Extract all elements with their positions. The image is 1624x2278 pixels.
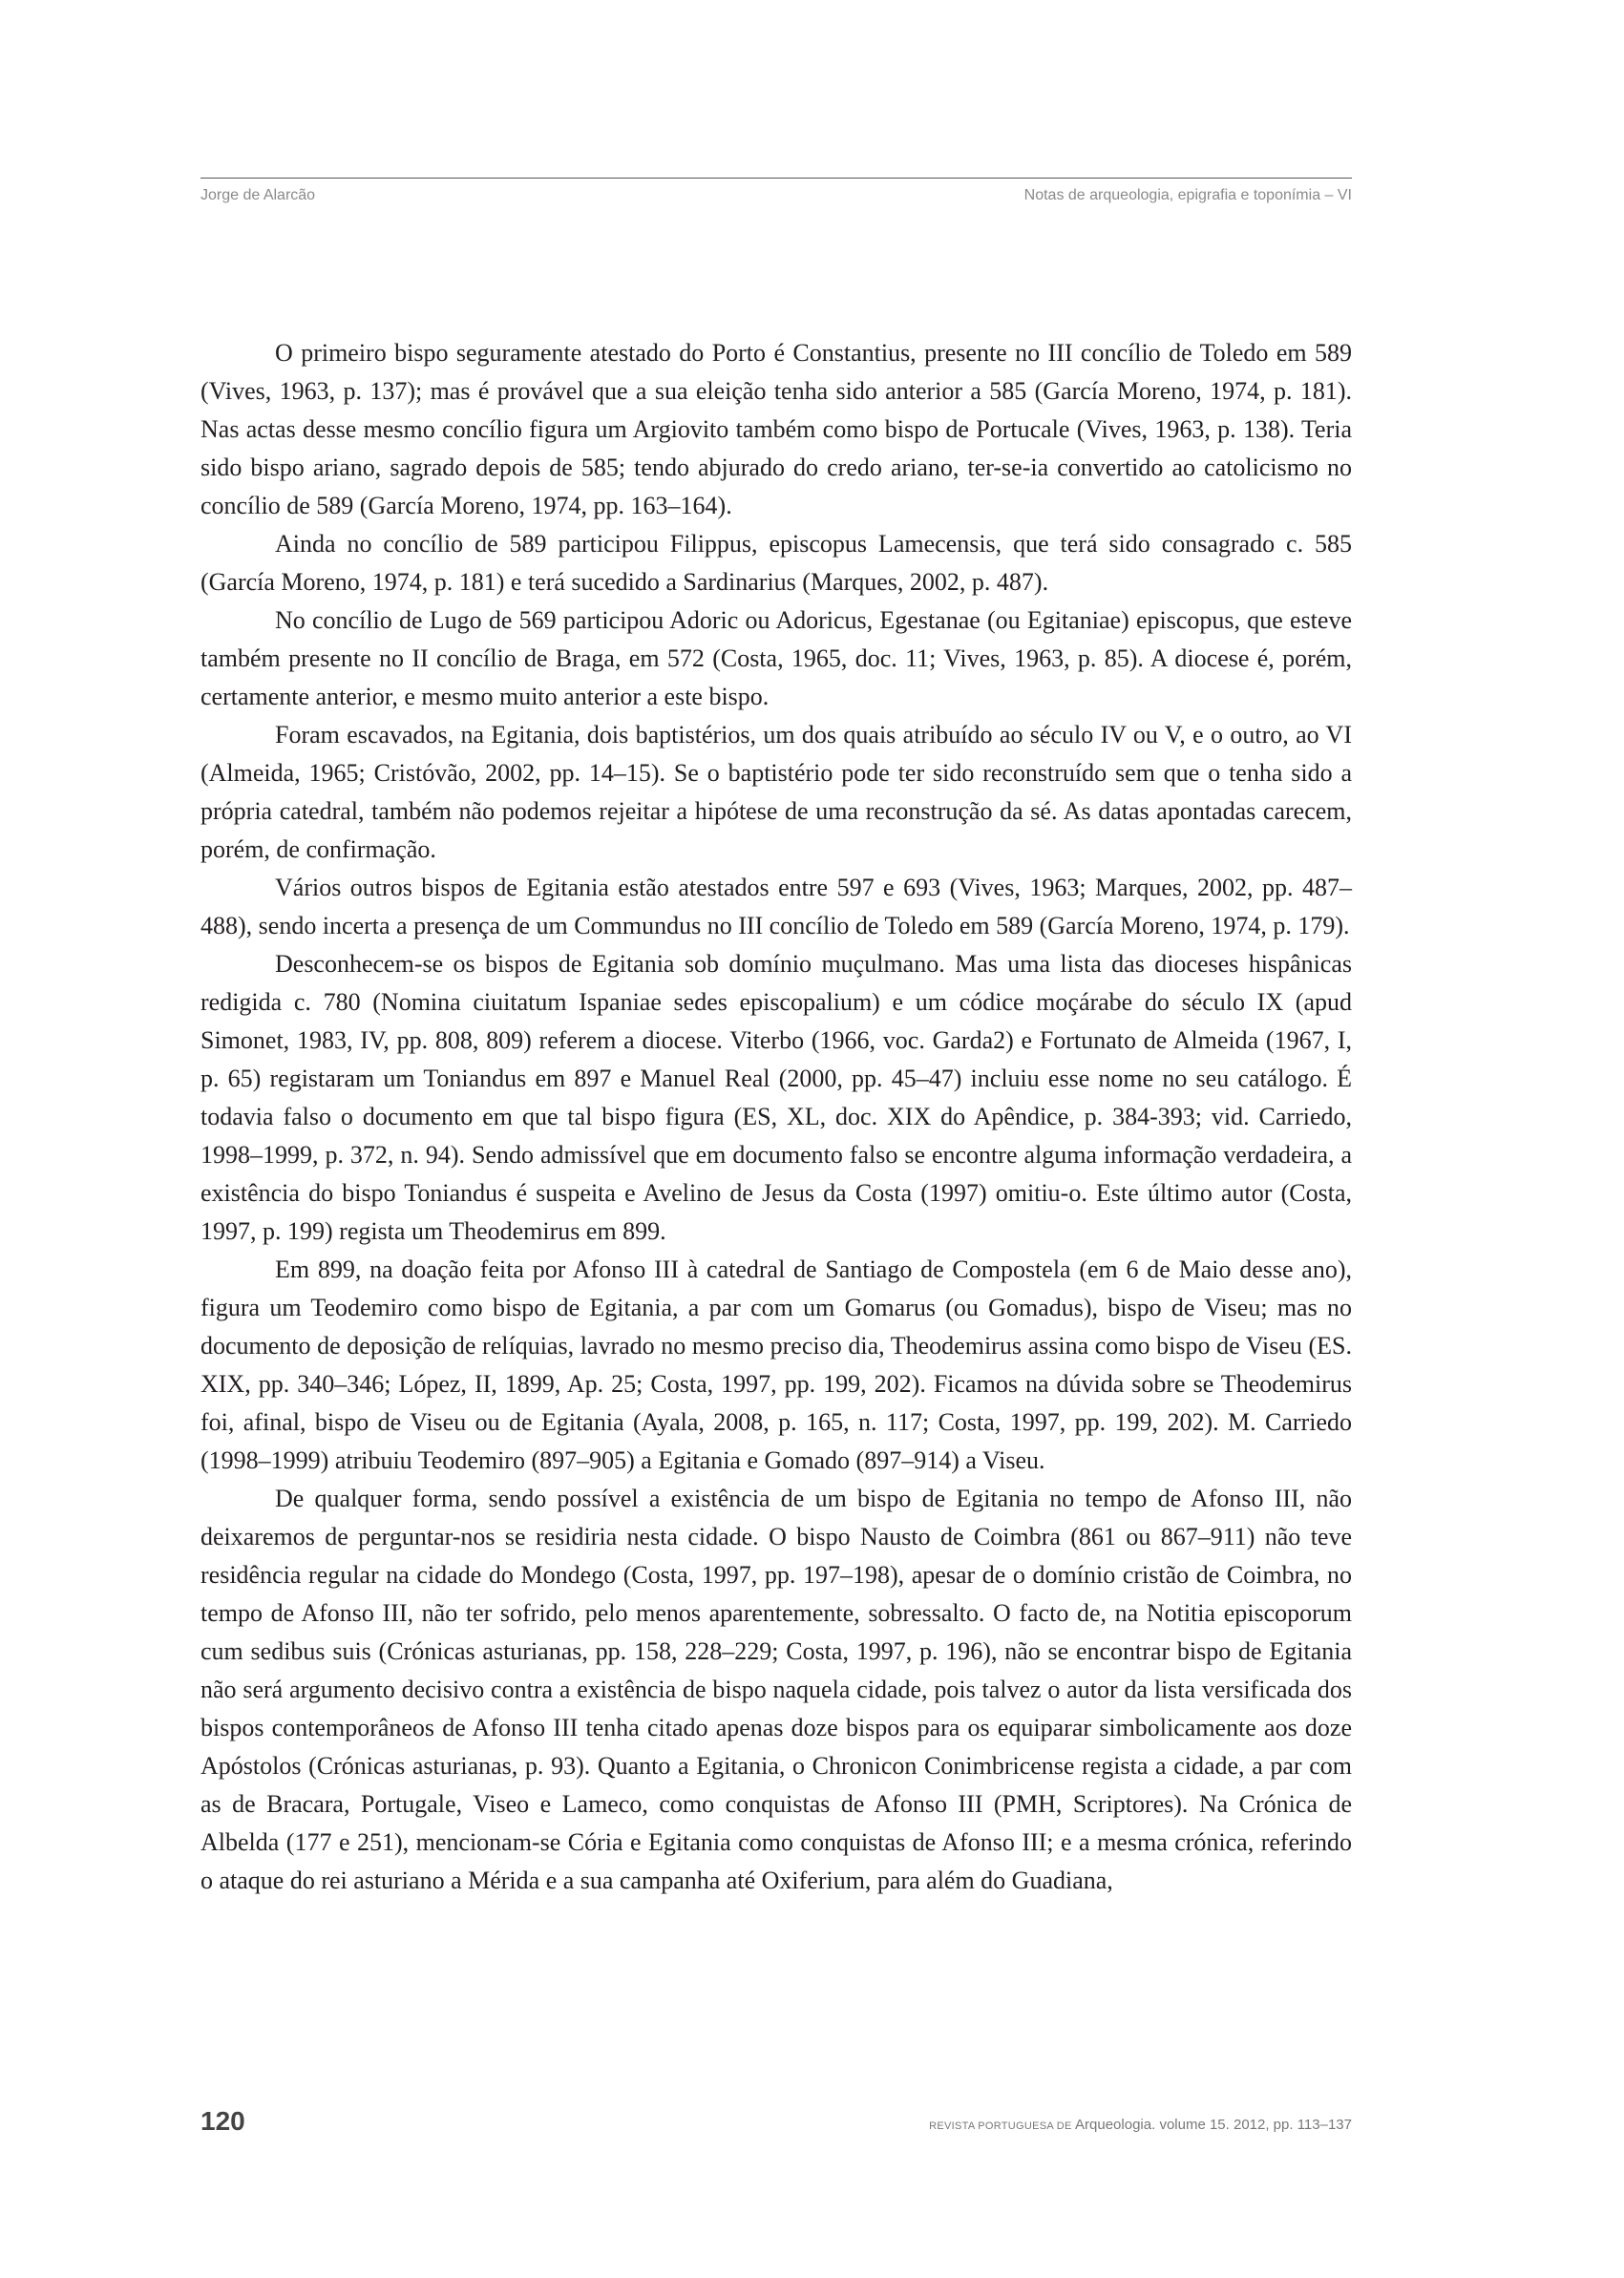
- paragraph: De qualquer forma, sendo possível a existência de um bispo de Egitania no tempo de Afonso III, não deixaremos de perguntar-nos se residiria nesta cidade. O bispo Nausto de Coimbra (861 ou 867–911) não teve residência regular na cidade do Mondego (Costa, 1997, pp. 197–198), apesar de o domínio cristão de Coimbra, no tempo de Afonso III, não ter sofrido, pelo menos aparentemente, sobressalto. O facto de, na Notitia episcoporum cum sedibus suis (Crónicas asturianas, pp. 158, 228–229; Costa, 1997, p. 196), não se encontrar bispo de Egitania não será argumento decisivo contra a existência de bispo naquela cidade, pois talvez o autor da lista versificada dos bispos contemporâneos de Afonso III tenha citado apenas doze bispos para os equiparar simbolicamente aos doze Apóstolos (Crónicas asturianas, p. 93). Quanto a Egitania, o Chronicon Conimbricense regista a cidade, a par com as de Bracara, Portugale, Viseo e Lameco, como conquistas de Afonso III (PMH, Scriptores). Na Crónica de Albelda (177 e 251), mencionam-se Cória e Egitania como conquistas de Afonso III; e a mesma crónica, referindo o ataque do rei asturiano a Mérida e a sua campanha até Oxiferium, para além do Guadiana,: [200, 1485, 1352, 1894]
- journal-details: volume 15. 2012, pp. 113–137: [1159, 2117, 1352, 2133]
- paragraph: Ainda no concílio de 589 participou Filippus, episcopus Lamecensis, que terá sido consagrado c. 585 (García Moreno, 1974, p. 181) e terá sucedido a Sardinarius (Marques, 2002, p. 487).: [200, 530, 1352, 596]
- paragraph: Em 899, na doação feita por Afonso III à catedral de Santiago de Compostela (em 6 de Maio desse ano), figura um Teodemiro como bispo de Egitania, a par com um Gomarus (ou Gomadus), bispo de Viseu; mas no documento de deposição de relíquias, lavrado no mesmo preciso dia, Theodemirus assina como bispo de Viseu (ES. XIX, pp. 340–346; López, II, 1899, Ap. 25; Costa, 1997, pp. 199, 202). Ficamos na dúvida sobre se Theodemirus foi, afinal, bispo de Viseu ou de Egitania (Ayala, 2008, p. 165, n. 117; Costa, 1997, pp. 199, 202). M. Carriedo (1998–1999) atribuiu Teodemiro (897–905) a Egitania e Gomado (897–914) a Viseu.: [200, 1255, 1352, 1474]
- journal-citation: [929, 2117, 1352, 2133]
- journal-prefix: REVISTA PORTUGUESA DE: [929, 2120, 1072, 2132]
- paragraph: Desconhecem-se os bispos de Egitania sob domínio muçulmano. Mas uma lista das dioceses hispânicas redigida c. 780 (Nomina ciuitatum Ispaniae sedes episcopalium) e um códice moçárabe do século IX (apud Simonet, 1983, IV, pp. 808, 809) referem a diocese. Viterbo (1966, voc. Garda2) e Fortunato de Almeida (1967, I, p. 65) registaram um Toniandus em 897 e Manuel Real (2000, pp. 45–47) incluiu esse nome no seu catálogo. É todavia falso o documento em que tal bispo figura (ES, XL, doc. XIX do Apêndice, p. 384-393; vid. Carriedo, 1998–1999, p. 372, n. 94). Sendo admissível que em documento falso se encontre alguma informação verdadeira, a existência do bispo Toniandus é suspeita e Avelino de Jesus da Costa (1997) omitiu-o. Este último autor (Costa, 1997, p. 199) regista um Theodemirus em 899.: [200, 950, 1352, 1245]
- paragraph: Foram escavados, na Egitania, dois baptistérios, um dos quais atribuído ao século IV ou V, e o outro, ao VI (Almeida, 1965; Cristóvão, 2002, pp. 14–15). Se o baptistério pode ter sido reconstruído sem que o tenha sido a própria catedral, também não podemos rejeitar a hipótese de uma reconstrução da sé. As datas apontadas carecem, porém, de confirmação.: [200, 721, 1352, 863]
- running-head-author: Jorge de Alarcão: [200, 187, 316, 203]
- body-text: [200, 334, 1352, 1900]
- paragraph: Vários outros bispos de Egitania estão atestados entre 597 e 693 (Vives, 1963; Marques, 2002, pp. 487–488), sendo incerta a presença de um Commundus no III concílio de Toledo em 589 (García Moreno, 1974, p. 179).: [200, 874, 1352, 939]
- paragraph: No concílio de Lugo de 569 participou Adoric ou Adoricus, Egestanae (ou Egitaniae) episcopus, que esteve também presente no II concílio de Braga, em 572 (Costa, 1965, doc. 11; Vives, 1963, p. 85). A diocese é, porém, certamente anterior, e mesmo muito anterior a este bispo.: [200, 606, 1352, 710]
- journal-name: Arqueologia.: [1075, 2117, 1156, 2133]
- running-head-title: Notas de arqueologia, epigrafia e toponímia – VI: [1023, 187, 1352, 203]
- paragraph: O primeiro bispo seguramente atestado do Porto é Constantius, presente no III concílio de Toledo em 589 (Vives, 1963, p. 137); mas é provável que a sua eleição tenha sido anterior a 585 (García Moreno, 1974, p. 181). Nas actas desse mesmo concílio figura um Argiovito também como bispo de Portucale (Vives, 1963, p. 138). Teria sido bispo ariano, sagrado depois de 585; tendo abjurado do credo ariano, ter-se-ia convertido ao catolicismo no concílio de 589 (García Moreno, 1974, pp. 163–164).: [200, 339, 1352, 519]
- running-head-rule: [200, 178, 1352, 179]
- page-number: 120: [200, 2106, 245, 2136]
